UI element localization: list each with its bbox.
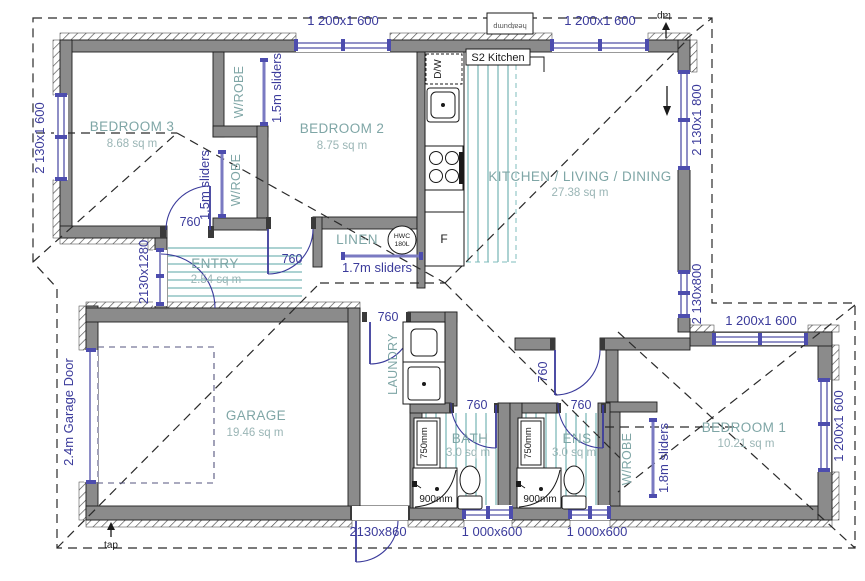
label-hwc-size: 180L: [394, 241, 410, 248]
area-bedroom1: 10.21 sq m: [717, 438, 775, 450]
room-entry: ENTRY: [191, 256, 239, 271]
label-ens-vanity: 750mm: [523, 427, 534, 459]
dim-window-ens: 1 000x600: [566, 524, 628, 539]
hot-water-cylinder: [388, 226, 416, 254]
dim-window-bed1-right: 1 200x1 600: [831, 390, 846, 462]
area-kitchen-living-dining: 27.38 sq m: [551, 187, 609, 199]
dim-window-bath: 1 000x600: [461, 524, 523, 539]
dim-window-living-lower: 2 130x800: [689, 263, 704, 325]
direction-arrow: [663, 86, 671, 116]
area-ens: 3.0 sq m: [551, 447, 597, 459]
back-door-opening: [352, 506, 408, 520]
label-wardrobe2: W/ROBE: [232, 65, 246, 119]
label-wardrobe1: W/ROBE: [620, 432, 634, 486]
area-entry: 2.54 sq m: [190, 274, 242, 286]
garage-car-pad: [98, 347, 214, 483]
dim-entry-door: 2130x1280: [136, 239, 151, 305]
dim-window-bed2-top: 1 200x1 600: [307, 13, 379, 28]
area-bedroom2: 8.75 sq m: [316, 140, 368, 152]
ens-toilet: [562, 466, 586, 509]
wardrobe3-sliders: [218, 150, 226, 218]
label-ens-shower: 900mm: [523, 494, 557, 505]
label-hwc: HWC: [393, 233, 411, 240]
dim-garage-door: 2.4m Garage Door: [61, 358, 76, 466]
room-bedroom1: BEDROOM 1: [701, 420, 787, 435]
window-bedroom1-top: [712, 333, 808, 345]
door-width-bed2: 760: [281, 252, 303, 266]
room-garage: GARAGE: [225, 408, 287, 423]
window-kitchen-top: [550, 39, 649, 52]
window-bedroom2-top: [294, 39, 391, 52]
label-sliders-robe1: 1.8m sliders: [656, 422, 671, 494]
linen-sliders: [341, 252, 423, 260]
laundry-tub: [403, 362, 445, 404]
window-bedroom1-right: [817, 378, 831, 472]
area-garage: 19.46 sq m: [226, 427, 284, 439]
door-width-ens: 760: [570, 398, 592, 412]
door-width-laundry: 760: [377, 310, 399, 324]
entry-door-glazing: [153, 248, 167, 306]
room-kitchen-living-dining: KITCHEN / LIVING / DINING: [488, 169, 672, 184]
label-bath-shower: 900mm: [419, 494, 453, 505]
garage-door-opening: [84, 348, 98, 484]
label-sliders-robe3: 1.5m sliders: [197, 149, 212, 221]
area-bath: 3.0 sq m: [445, 447, 491, 459]
label-heatpump: heatpump: [493, 22, 527, 31]
door-width-bed3: 760: [179, 215, 201, 229]
room-laundry: LAUNDRY: [386, 333, 400, 395]
label-dishwasher: D/W: [433, 59, 444, 79]
dim-back-door: 2130x860: [349, 524, 407, 539]
door-width-bath: 760: [466, 398, 488, 412]
dim-window-bed3-left: 2 130x1 600: [32, 102, 47, 174]
washing-machine: [403, 322, 445, 362]
room-bedroom2: BEDROOM 2: [299, 121, 385, 136]
dishwasher: [426, 54, 462, 84]
label-fridge: F: [440, 232, 448, 246]
room-bath: BATH: [451, 431, 489, 446]
label-tap-top: tap: [657, 10, 671, 21]
label-bath-vanity: 750mm: [419, 427, 430, 459]
label-wardrobe3: W/ROBE: [229, 153, 243, 207]
door-width-hall: 760: [536, 361, 550, 383]
label-tap-bottom: tap: [104, 540, 118, 551]
cooktop: [425, 146, 464, 190]
bath-toilet: [458, 466, 482, 509]
hall-door: [555, 350, 600, 395]
dim-window-bed1-top: 1 200x1 600: [725, 313, 797, 328]
wardrobe2-sliders: [260, 58, 268, 126]
label-sliders-robe2: 1.5m sliders: [269, 52, 284, 124]
dim-window-kitchen-top: 1 200x1 600: [564, 13, 636, 28]
window-bedroom3-left: [54, 93, 68, 181]
label-sliders-linen: 1.7m sliders: [341, 260, 413, 275]
room-bedroom3: BEDROOM 3: [89, 119, 175, 134]
area-bedroom3: 8.68 sq m: [106, 138, 158, 150]
label-kitchen-spec: S2 Kitchen: [471, 52, 525, 64]
room-linen: LINEN: [336, 232, 378, 247]
room-ens: ENS: [562, 431, 592, 446]
kitchen-sink: [427, 88, 459, 122]
dim-window-living-upper: 2 130x1 800: [689, 84, 704, 156]
